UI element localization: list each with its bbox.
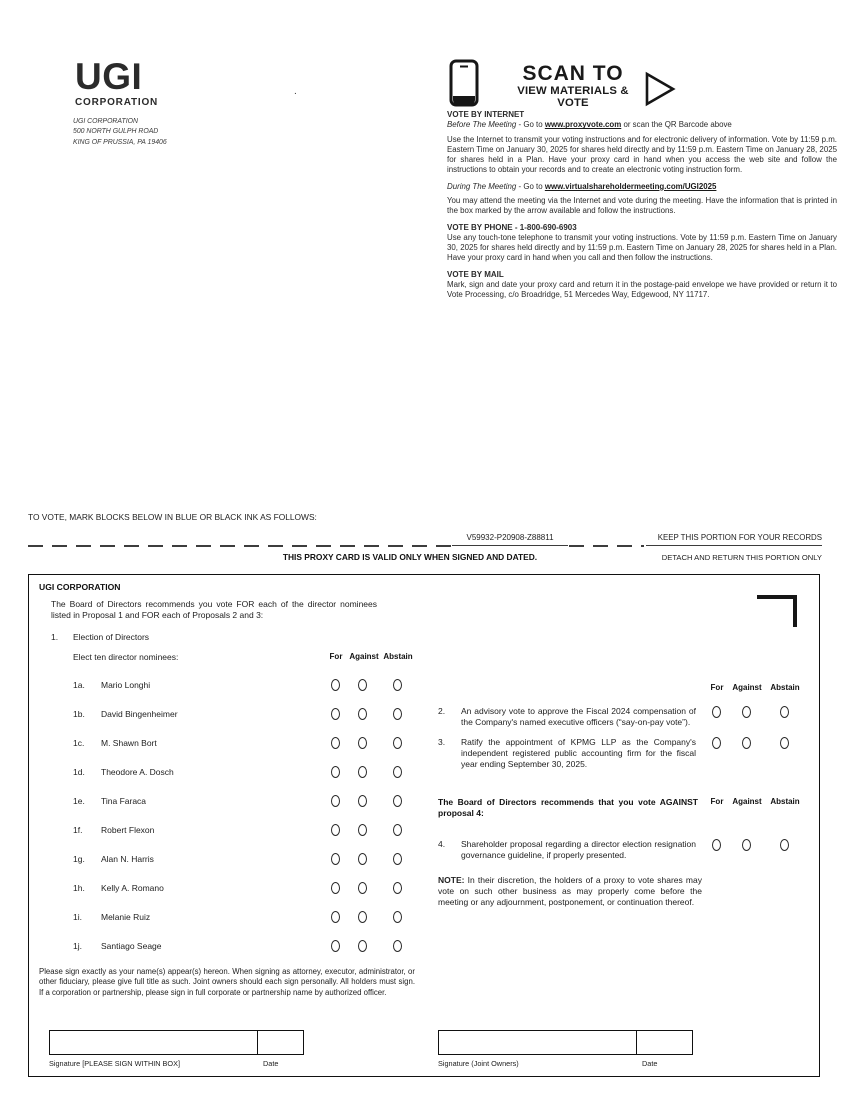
- proxyvote-link[interactable]: www.proxyvote.com: [544, 120, 622, 130]
- checkbox-p2-against[interactable]: [742, 706, 751, 718]
- column-header-against: Against: [349, 652, 379, 661]
- checkbox-1c-abstain[interactable]: [393, 737, 402, 749]
- smartphone-icon: [449, 59, 479, 112]
- nominee-name: Kelly A. Romano: [101, 883, 164, 893]
- during-meeting-line: [447, 182, 837, 192]
- proposal-3: [438, 737, 696, 769]
- date1-label: Date: [263, 1059, 279, 1068]
- checkbox-1g-abstain[interactable]: [393, 853, 402, 865]
- nominees-intro: Elect ten director nominees:: [73, 652, 179, 662]
- ugi-logo: [75, 58, 158, 108]
- before-meeting-mid: - Go to: [516, 120, 545, 130]
- checkbox-1i-abstain[interactable]: [393, 911, 402, 923]
- checkbox-1e-against[interactable]: [358, 795, 367, 807]
- before-meeting-suffix: or scan the QR Barcode above: [621, 120, 732, 130]
- date2-label: Date: [642, 1059, 658, 1068]
- checkbox-1d-abstain[interactable]: [393, 766, 402, 778]
- before-meeting-label: Before The Meeting: [447, 120, 517, 130]
- nominee-name: Robert Flexon: [101, 825, 155, 835]
- control-number: V59932-P20908-Z88811: [452, 533, 568, 546]
- checkbox-1d-for[interactable]: [331, 766, 340, 778]
- nominee-name: Melanie Ruiz: [101, 912, 151, 922]
- date-box-primary[interactable]: [257, 1030, 304, 1055]
- during-paragraph: You may attend the meeting via the Internet and vote during the meeting. Have the information that is printed in the box marked by the arrow available and follow the instructions.: [447, 195, 837, 216]
- nominee-name: Santiago Seage: [101, 941, 162, 951]
- checkbox-1a-abstain[interactable]: [393, 679, 402, 691]
- nominee-id: 1j.: [73, 941, 82, 951]
- mark-blocks-instruction: TO VOTE, MARK BLOCKS BELOW IN BLUE OR BLACK INK AS FOLLOWS:: [28, 512, 317, 522]
- checkbox-1f-for[interactable]: [331, 824, 340, 836]
- proposal-4: [438, 839, 696, 861]
- mail-paragraph: Mark, sign and date your proxy card and return it in the postage-paid envelope we have provided or return it to Vote Processing, c/o Broadridge, 51 Mercedes Way, Edgewood, NY 11717.: [447, 280, 837, 300]
- nominee-name: M. Shawn Bort: [101, 738, 157, 748]
- before-meeting-line: [447, 120, 837, 130]
- checkbox-1a-for[interactable]: [331, 679, 340, 691]
- checkbox-1j-for[interactable]: [331, 940, 340, 952]
- nominee-name: Theodore A. Dosch: [101, 767, 174, 777]
- column-header-for: For: [329, 652, 343, 661]
- valid-when-signed-note: THIS PROXY CARD IS VALID ONLY WHEN SIGNED AND DATED.: [282, 552, 538, 562]
- nominee-row-1h: [29, 882, 429, 896]
- checkbox-1b-for[interactable]: [331, 708, 340, 720]
- checkbox-1a-against[interactable]: [358, 679, 367, 691]
- nominee-row-1d: [29, 766, 429, 780]
- checkbox-1d-against[interactable]: [358, 766, 367, 778]
- checkbox-1f-against[interactable]: [358, 824, 367, 836]
- phone-paragraph: Use any touch-tone telephone to transmit your voting instructions. Vote by 11:59 p.m. Eastern Time on January 30, 2025 for shares held directly and by 11:59 p.m. Eastern Time on January 28, 2025 for shares held in a Plan. Have your proxy card in hand when you call and then follow the instructions.: [447, 232, 837, 263]
- proposal2-number: 2.: [438, 706, 446, 716]
- checkbox-1i-against[interactable]: [358, 911, 367, 923]
- nominee-name: Tina Faraca: [101, 796, 147, 806]
- checkbox-p4-for[interactable]: [712, 839, 721, 851]
- corner-registration-mark: [757, 595, 797, 627]
- proposal3-number: 3.: [438, 737, 446, 747]
- column-header-against: Against: [732, 797, 762, 806]
- checkbox-1c-against[interactable]: [358, 737, 367, 749]
- nominee-row-1i: [29, 911, 429, 925]
- nominee-id: 1f.: [73, 825, 83, 835]
- checkbox-1i-for[interactable]: [331, 911, 340, 923]
- nominee-name: Mario Longhi: [101, 680, 151, 690]
- card-company-name: UGI CORPORATION: [39, 582, 121, 592]
- nominee-id: 1b.: [73, 709, 85, 719]
- virtual-meeting-link[interactable]: www.virtualshareholdermeeting.com/UGI2025: [544, 181, 717, 191]
- checkbox-p3-against[interactable]: [742, 737, 751, 749]
- proposal2-text: An advisory vote to approve the Fiscal 2024 compensation of the Company's named executive officers (“say-on-pay vote”).: [461, 706, 696, 727]
- checkbox-1g-against[interactable]: [358, 853, 367, 865]
- board-recommendation-against: The Board of Directors recommends that you vote AGAINST proposal 4:: [438, 797, 698, 819]
- proposal4-number: 4.: [438, 839, 446, 849]
- nominee-row-1g: [29, 853, 429, 867]
- column-header-for: For: [710, 797, 724, 806]
- proposal3-text: Ratify the appointment of KPMG LLP as the Company's independent registered public accounting firm for the fiscal year ending September 30, 2025.: [461, 737, 696, 769]
- company-address: [73, 117, 167, 148]
- nominee-id: 1h.: [73, 883, 85, 893]
- nominee-name: Alan N. Harris: [101, 854, 154, 864]
- proposal-2: [438, 706, 696, 728]
- date-box-joint[interactable]: [636, 1030, 693, 1055]
- checkbox-1e-for[interactable]: [331, 795, 340, 807]
- nominee-row-1e: [29, 795, 429, 809]
- during-meeting-label: During The Meeting: [447, 181, 517, 191]
- nominee-id: 1g.: [73, 854, 85, 864]
- signature1-label: Signature [PLEASE SIGN WITHIN BOX]: [49, 1059, 180, 1068]
- checkbox-1f-abstain[interactable]: [393, 824, 402, 836]
- nominee-row-1c: [29, 737, 429, 751]
- column-header-abstain: Abstain: [770, 683, 800, 692]
- logo-title: UGI: [75, 56, 143, 97]
- nominee-row-1j: [29, 940, 429, 954]
- keep-portion-note: KEEP THIS PORTION FOR YOUR RECORDS: [646, 533, 822, 546]
- checkbox-p2-for[interactable]: [712, 706, 721, 718]
- address-line: 500 NORTH GULPH ROAD: [73, 128, 159, 136]
- perforation-dashed-line: [28, 545, 452, 547]
- nominee-id: 1c.: [73, 738, 85, 748]
- proposal1-number: 1.: [51, 632, 59, 642]
- detach-return-note: DETACH AND RETURN THIS PORTION ONLY: [661, 553, 822, 562]
- perforation-dashed-line: [569, 545, 644, 547]
- checkbox-1g-for[interactable]: [331, 853, 340, 865]
- discretion-note: [438, 875, 702, 908]
- signature-box-primary[interactable]: [49, 1030, 259, 1055]
- signature-box-joint[interactable]: [438, 1030, 638, 1055]
- scan-to-vote-banner: [503, 63, 643, 109]
- note-text: In their discretion, the holders of a proxy to vote shares may vote on such other business as may properly come before the meeting or any adjournment, postponement, or continuation thereof.: [438, 875, 702, 908]
- checkbox-1j-abstain[interactable]: [393, 940, 402, 952]
- signing-instructions: Please sign exactly as your name(s) appear(s) hereon. When signing as attorney, executor, administrator, or other fiduciary, please give full title as such. Joint owners should each sign personally. All holders must sign. If a corporation or partnership, please sign in full corporate or partnership name by authorized officer.: [39, 967, 415, 997]
- nominee-id: 1a.: [73, 680, 85, 690]
- internet-paragraph: Use the Internet to transmit your voting instructions and for electronic delivery of information. Vote by 11:59 p.m. Eastern Time on January 30, 2025 for shares held directly and by 11:59 p.m. Eastern Time on January 28, 2025 for shares held in a Plan. Have your proxy card in hand when you access the web site and follow the instructions to obtain your records and to create an electronic voting instruction form.: [447, 134, 837, 175]
- during-meeting-mid: - Go to: [516, 181, 545, 191]
- nominee-name: David Bingenheimer: [101, 709, 178, 719]
- address-line: KING OF PRUSSIA, PA 19406: [73, 138, 167, 146]
- proposal4-text: Shareholder proposal regarding a director election resignation governance guideline, if properly presented.: [461, 839, 696, 860]
- checkbox-p4-against[interactable]: [742, 839, 751, 851]
- nominee-id: 1i.: [73, 912, 82, 922]
- proposal1-title: Election of Directors: [73, 632, 150, 642]
- nominee-row-1f: [29, 824, 429, 838]
- signature2-label: Signature (Joint Owners): [438, 1059, 519, 1068]
- board-recommendation-for: The Board of Directors recommends you vote FOR each of the director nominees listed in Proposal 1 and FOR each of Proposals 2 and 3:: [51, 599, 377, 620]
- column-header-abstain: Abstain: [770, 797, 800, 806]
- vote-by-internet-title: VOTE BY INTERNET: [447, 110, 525, 119]
- nominee-row-1b: [29, 708, 429, 722]
- stray-dot: .: [294, 86, 297, 97]
- checkbox-p3-abstain[interactable]: [780, 737, 789, 749]
- checkbox-p4-abstain[interactable]: [780, 839, 789, 851]
- checkbox-p3-for[interactable]: [712, 737, 721, 749]
- vote-by-phone-title: VOTE BY PHONE - 1-800-690-6903: [447, 222, 577, 232]
- nominee-id: 1e.: [73, 796, 85, 806]
- nominee-row-1a: [29, 679, 429, 693]
- checkbox-1c-for[interactable]: [331, 737, 340, 749]
- column-header-against: Against: [732, 683, 762, 692]
- nominee-id: 1d.: [73, 767, 85, 777]
- address-line: UGI CORPORATION: [73, 118, 138, 125]
- vote-instructions: [447, 110, 837, 307]
- column-header-abstain: Abstain: [383, 652, 413, 661]
- checkbox-1h-abstain[interactable]: [393, 882, 402, 894]
- checkbox-1h-against[interactable]: [358, 882, 367, 894]
- checkbox-1e-abstain[interactable]: [393, 795, 402, 807]
- scan-title: SCAN TO: [522, 62, 624, 85]
- checkbox-1j-against[interactable]: [358, 940, 367, 952]
- logo-subtitle: CORPORATION: [75, 97, 159, 108]
- scan-subtitle: VIEW MATERIALS & VOTE: [517, 85, 629, 110]
- arrow-triangle-icon: [643, 70, 677, 113]
- checkbox-p2-abstain[interactable]: [780, 706, 789, 718]
- note-label: NOTE:: [438, 875, 465, 885]
- checkbox-1b-abstain[interactable]: [393, 708, 402, 720]
- vote-by-mail-title: VOTE BY MAIL: [447, 269, 504, 279]
- checkbox-1b-against[interactable]: [358, 708, 367, 720]
- column-header-for: For: [710, 683, 724, 692]
- proxy-ballot-card: [28, 574, 820, 1077]
- checkbox-1h-for[interactable]: [331, 882, 340, 894]
